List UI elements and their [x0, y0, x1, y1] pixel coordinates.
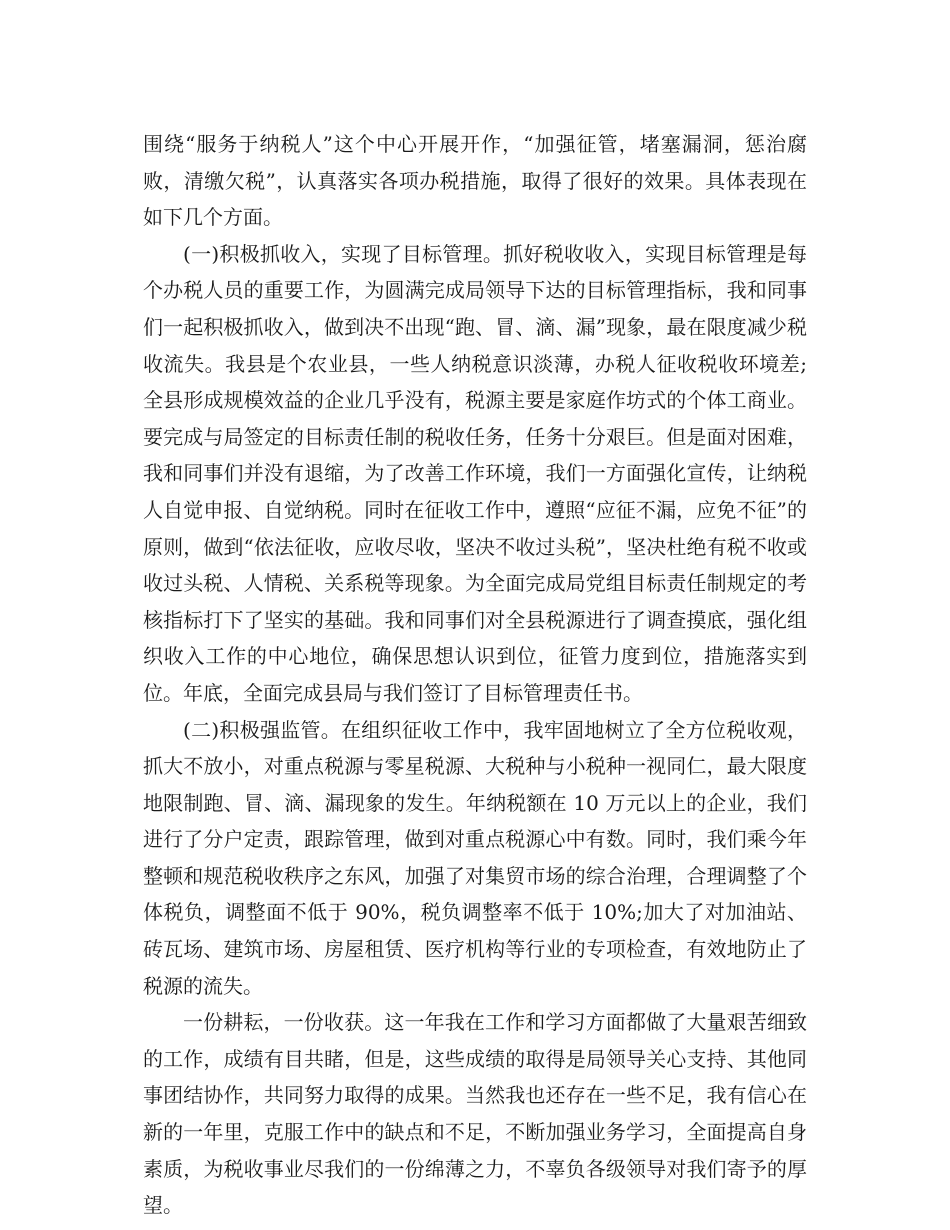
paragraph-section-two: (二)积极强监管。在组织征收工作中，我牢固地树立了全方位税收观，抓大不放小，对重点税源与零星税源、大税种与小税种一视同仁，最大限度地限制跑、冒、滴、漏现象的发生。年纳税额在 10 万元以上的企业，我们进行了分户定责，跟踪管理，做到对重点税源心中有数。同时，我们乘今年整顿和规范税收秩序之东风，加强了对集贸市场的综合治理，合理调整了个体税负，调整面不低于 90%，税负调整率不低于 10%;加大了对加油站、砖瓦场、建筑市场、房屋租赁、医疗机构等行业的专项检查，有效地防止了税源的流失。: [143, 717, 807, 998]
paragraph-conclusion: 一份耕耘，一份收获。这一年我在工作和学习方面都做了大量艰苦细致的工作，成绩有目共睹，但是，这些成绩的取得是局领导关心支持、其他同事团结协作，共同努力取得的成果。当然我也还存在一些不足，我有信心在新的一年里，克服工作中的缺点和不足，不断加强业务学习，全面提高自身素质，为税收事业尽我们的一份绵薄之力，不辜负各级领导对我们寄予的厚望。: [143, 1010, 807, 1218]
document-body: [143, 126, 807, 1224]
paragraph-section-one: (一)积极抓收入，实现了目标管理。抓好税收收入，实现目标管理是每个办税人员的重要工作，为圆满完成局领导下达的目标管理指标，我和同事们一起积极抓收入，做到决不出现“跑、冒、滴、漏”现象，最在限度减少税收流失。我县是个农业县，一些人纳税意识淡薄，办税人征收税收环境差;全县形成规模效益的企业几乎没有，税源主要是家庭作坊式的个体工商业。要完成与局签定的目标责任制的税收任务，任务十分艰巨。但是面对困难，我和同事们并没有退缩，为了改善工作环境，我们一方面强化宣传，让纳税人自觉申报、自觉纳税。同时在征收工作中，遵照“应征不漏，应免不征”的原则，做到“依法征收，应收尽收，坚决不收过头税”，坚决杜绝有税不收或收过头税、人情税、关系税等现象。为全面完成局党组目标责任制规定的考核指标打下了坚实的基础。我和同事们对全县税源进行了调查摸底，强化组织收入工作的中心地位，确保思想认识到位，征管力度到位，措施落实到位。年底，全面完成县局与我们签订了目标管理责任书。: [143, 241, 807, 705]
paragraph-intro: 围绕“服务于纳税人”这个中心开展开作，“加强征管，堵塞漏洞，惩治腐败，清缴欠税”，认真落实各项办税措施，取得了很好的效果。具体表现在如下几个方面。: [143, 132, 807, 230]
